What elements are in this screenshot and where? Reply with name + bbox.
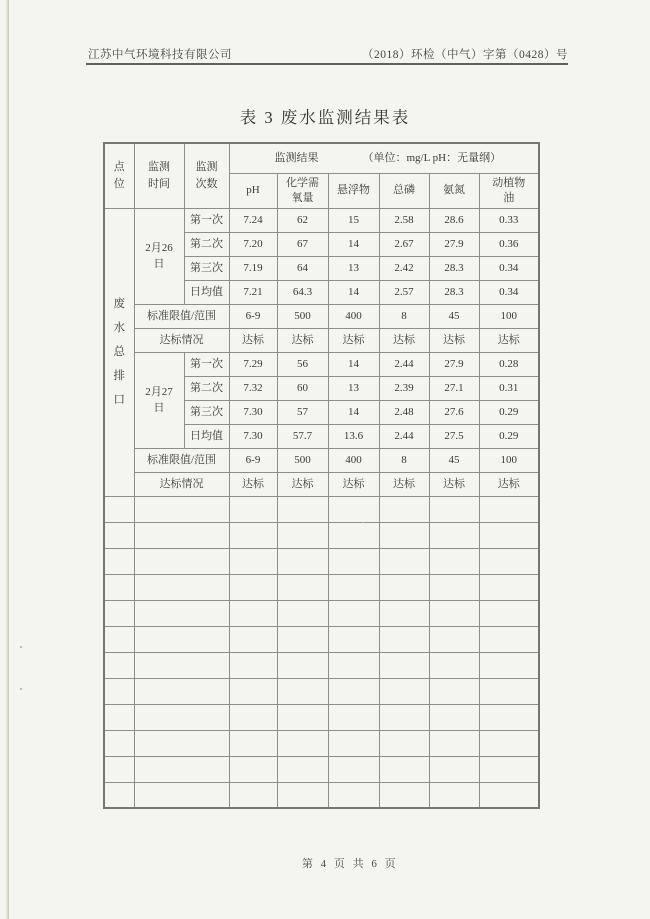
empty-cell bbox=[379, 704, 429, 730]
empty-cell bbox=[429, 548, 479, 574]
empty-row bbox=[104, 574, 539, 600]
compliance-value: 达标 bbox=[328, 472, 379, 496]
empty-cell bbox=[229, 522, 277, 548]
empty-cell bbox=[479, 600, 539, 626]
empty-cell bbox=[277, 626, 328, 652]
empty-cell bbox=[429, 496, 479, 522]
empty-cell bbox=[328, 730, 379, 756]
empty-cell bbox=[379, 626, 429, 652]
value-cell: 0.36 bbox=[479, 232, 539, 256]
header-site: 点位 bbox=[104, 143, 134, 208]
value-cell: 67 bbox=[277, 232, 328, 256]
header-results bbox=[229, 143, 539, 173]
compliance-value: 达标 bbox=[328, 328, 379, 352]
value-cell: 7.19 bbox=[229, 256, 277, 280]
value-cell: 7.29 bbox=[229, 352, 277, 376]
value-cell: 13.6 bbox=[328, 424, 379, 448]
empty-cell bbox=[104, 782, 134, 808]
compliance-row bbox=[104, 472, 539, 496]
limit-value: 100 bbox=[479, 448, 539, 472]
empty-cell bbox=[379, 782, 429, 808]
empty-row bbox=[104, 730, 539, 756]
empty-cell bbox=[104, 574, 134, 600]
empty-cell bbox=[328, 496, 379, 522]
empty-cell bbox=[134, 652, 229, 678]
empty-cell bbox=[429, 678, 479, 704]
compliance-value: 达标 bbox=[479, 328, 539, 352]
empty-cell bbox=[229, 782, 277, 808]
limit-value: 6-9 bbox=[229, 304, 277, 328]
param-header-ph: pH bbox=[229, 173, 277, 208]
param-header-nh3n: 氨氮 bbox=[429, 173, 479, 208]
param-header-cod: 化学需氧量 bbox=[277, 173, 328, 208]
empty-cell bbox=[229, 548, 277, 574]
site-label: 废水总排口 bbox=[104, 208, 134, 496]
empty-cell bbox=[379, 574, 429, 600]
empty-cell bbox=[479, 548, 539, 574]
empty-cell bbox=[429, 600, 479, 626]
empty-row bbox=[104, 496, 539, 522]
value-cell: 7.20 bbox=[229, 232, 277, 256]
wastewater-results-table bbox=[103, 142, 540, 809]
param-header-ss: 悬浮物 bbox=[328, 173, 379, 208]
param-header-tp: 总磷 bbox=[379, 173, 429, 208]
limit-value: 6-9 bbox=[229, 448, 277, 472]
results-unit-label: （单位：mg/L pH：无量纲） bbox=[362, 152, 502, 165]
value-cell: 13 bbox=[328, 376, 379, 400]
row-label: 第一次 bbox=[184, 352, 229, 376]
empty-row bbox=[104, 652, 539, 678]
value-cell: 2.58 bbox=[379, 208, 429, 232]
table-row bbox=[104, 208, 539, 232]
row-label: 日均值 bbox=[184, 280, 229, 304]
row-label: 第三次 bbox=[184, 256, 229, 280]
value-cell: 7.21 bbox=[229, 280, 277, 304]
empty-cell bbox=[429, 522, 479, 548]
limit-label: 标准限值/范围 bbox=[134, 304, 229, 328]
page-edge-shadow bbox=[6, 0, 9, 919]
empty-cell bbox=[277, 522, 328, 548]
empty-cell bbox=[328, 652, 379, 678]
value-cell: 2.44 bbox=[379, 424, 429, 448]
empty-cell bbox=[479, 574, 539, 600]
value-cell: 7.32 bbox=[229, 376, 277, 400]
empty-cell bbox=[379, 548, 429, 574]
empty-cell bbox=[104, 496, 134, 522]
page-title: 表 3 废水监测结果表 bbox=[239, 108, 411, 127]
empty-cell bbox=[479, 756, 539, 782]
empty-cell bbox=[479, 522, 539, 548]
row-label: 第二次 bbox=[184, 376, 229, 400]
scan-speckle bbox=[20, 688, 22, 690]
empty-cell bbox=[479, 678, 539, 704]
empty-cell bbox=[429, 704, 479, 730]
value-cell: 27.9 bbox=[429, 352, 479, 376]
empty-cell bbox=[229, 756, 277, 782]
value-cell: 2.42 bbox=[379, 256, 429, 280]
row-label: 第二次 bbox=[184, 232, 229, 256]
empty-cell bbox=[229, 652, 277, 678]
scan-speckle bbox=[20, 646, 22, 648]
empty-cell bbox=[277, 652, 328, 678]
empty-cell bbox=[229, 704, 277, 730]
compliance-value: 达标 bbox=[277, 328, 328, 352]
value-cell: 15 bbox=[328, 208, 379, 232]
empty-cell bbox=[328, 756, 379, 782]
page-number: 第 4 页 共 6 页 bbox=[301, 858, 399, 870]
limit-value: 45 bbox=[429, 304, 479, 328]
param-header-oil: 动植物油 bbox=[479, 173, 539, 208]
empty-cell bbox=[134, 548, 229, 574]
empty-cell bbox=[379, 652, 429, 678]
limit-label: 标准限值/范围 bbox=[134, 448, 229, 472]
empty-cell bbox=[479, 782, 539, 808]
value-cell: 0.28 bbox=[479, 352, 539, 376]
empty-cell bbox=[134, 678, 229, 704]
empty-row bbox=[104, 678, 539, 704]
empty-cell bbox=[134, 704, 229, 730]
empty-cell bbox=[229, 626, 277, 652]
value-cell: 2.67 bbox=[379, 232, 429, 256]
empty-cell bbox=[328, 704, 379, 730]
compliance-value: 达标 bbox=[229, 472, 277, 496]
header-count: 监测次数 bbox=[184, 143, 229, 208]
limit-value: 500 bbox=[277, 304, 328, 328]
row-label: 日均值 bbox=[184, 424, 229, 448]
empty-cell bbox=[429, 626, 479, 652]
empty-cell bbox=[479, 652, 539, 678]
empty-cell bbox=[379, 730, 429, 756]
empty-cell bbox=[379, 756, 429, 782]
empty-cell bbox=[229, 496, 277, 522]
empty-cell bbox=[479, 496, 539, 522]
empty-cell bbox=[134, 600, 229, 626]
empty-cell bbox=[328, 678, 379, 704]
empty-cell bbox=[277, 730, 328, 756]
row-label: 第一次 bbox=[184, 208, 229, 232]
document-header bbox=[88, 46, 568, 62]
empty-row bbox=[104, 704, 539, 730]
empty-cell bbox=[277, 600, 328, 626]
results-label: 监测结果 bbox=[274, 152, 319, 165]
value-cell: 28.6 bbox=[429, 208, 479, 232]
empty-cell bbox=[277, 704, 328, 730]
empty-cell bbox=[134, 782, 229, 808]
empty-row bbox=[104, 782, 539, 808]
empty-cell bbox=[104, 522, 134, 548]
company-name: 江苏中气环境科技有限公司 bbox=[88, 49, 232, 61]
compliance-value: 达标 bbox=[429, 328, 479, 352]
empty-cell bbox=[429, 756, 479, 782]
value-cell: 7.24 bbox=[229, 208, 277, 232]
limit-value: 100 bbox=[479, 304, 539, 328]
compliance-value: 达标 bbox=[479, 472, 539, 496]
value-cell: 2.48 bbox=[379, 400, 429, 424]
compliance-row bbox=[104, 328, 539, 352]
empty-cell bbox=[429, 652, 479, 678]
compliance-label: 达标情况 bbox=[134, 328, 229, 352]
results-table-container bbox=[103, 142, 540, 809]
value-cell: 7.30 bbox=[229, 400, 277, 424]
empty-cell bbox=[229, 730, 277, 756]
empty-cell bbox=[134, 522, 229, 548]
limit-value: 400 bbox=[328, 304, 379, 328]
empty-cell bbox=[379, 522, 429, 548]
limit-value: 8 bbox=[379, 448, 429, 472]
empty-row bbox=[104, 756, 539, 782]
empty-cell bbox=[104, 652, 134, 678]
empty-cell bbox=[104, 626, 134, 652]
header-time: 监测时间 bbox=[134, 143, 184, 208]
empty-cell bbox=[328, 600, 379, 626]
value-cell: 2.44 bbox=[379, 352, 429, 376]
empty-row bbox=[104, 600, 539, 626]
table-row bbox=[104, 352, 539, 376]
limit-value: 400 bbox=[328, 448, 379, 472]
empty-cell bbox=[429, 730, 479, 756]
table-header-row-1 bbox=[104, 143, 539, 173]
value-cell: 14 bbox=[328, 400, 379, 424]
value-cell: 14 bbox=[328, 232, 379, 256]
limit-row bbox=[104, 304, 539, 328]
value-cell: 0.33 bbox=[479, 208, 539, 232]
empty-cell bbox=[479, 704, 539, 730]
value-cell: 7.30 bbox=[229, 424, 277, 448]
date-cell-feb27: 2月27日 bbox=[134, 352, 184, 448]
empty-cell bbox=[328, 574, 379, 600]
empty-cell bbox=[429, 782, 479, 808]
value-cell: 0.29 bbox=[479, 400, 539, 424]
value-cell: 64.3 bbox=[277, 280, 328, 304]
value-cell: 57 bbox=[277, 400, 328, 424]
empty-row bbox=[104, 626, 539, 652]
empty-cell bbox=[104, 730, 134, 756]
empty-cell bbox=[104, 756, 134, 782]
limit-value: 45 bbox=[429, 448, 479, 472]
empty-cell bbox=[134, 756, 229, 782]
value-cell: 14 bbox=[328, 280, 379, 304]
limit-value: 8 bbox=[379, 304, 429, 328]
row-label: 第三次 bbox=[184, 400, 229, 424]
empty-cell bbox=[229, 678, 277, 704]
empty-cell bbox=[104, 678, 134, 704]
value-cell: 27.6 bbox=[429, 400, 479, 424]
compliance-value: 达标 bbox=[379, 328, 429, 352]
empty-cell bbox=[379, 496, 429, 522]
empty-cell bbox=[277, 574, 328, 600]
empty-cell bbox=[277, 678, 328, 704]
compliance-value: 达标 bbox=[229, 328, 277, 352]
empty-row bbox=[104, 548, 539, 574]
empty-cell bbox=[134, 626, 229, 652]
compliance-value: 达标 bbox=[277, 472, 328, 496]
empty-cell bbox=[104, 600, 134, 626]
empty-cell bbox=[429, 574, 479, 600]
empty-cell bbox=[379, 678, 429, 704]
empty-row bbox=[104, 522, 539, 548]
empty-cell bbox=[379, 600, 429, 626]
empty-cell bbox=[134, 730, 229, 756]
value-cell: 28.3 bbox=[429, 280, 479, 304]
value-cell: 0.34 bbox=[479, 280, 539, 304]
value-cell: 14 bbox=[328, 352, 379, 376]
value-cell: 57.7 bbox=[277, 424, 328, 448]
header-divider bbox=[86, 63, 568, 65]
empty-cell bbox=[328, 626, 379, 652]
empty-cell bbox=[104, 704, 134, 730]
value-cell: 27.9 bbox=[429, 232, 479, 256]
value-cell: 0.31 bbox=[479, 376, 539, 400]
value-cell: 62 bbox=[277, 208, 328, 232]
value-cell: 0.29 bbox=[479, 424, 539, 448]
value-cell: 60 bbox=[277, 376, 328, 400]
empty-cell bbox=[277, 496, 328, 522]
scan-speckle bbox=[362, 522, 364, 523]
value-cell: 2.39 bbox=[379, 376, 429, 400]
value-cell: 2.57 bbox=[379, 280, 429, 304]
value-cell: 27.5 bbox=[429, 424, 479, 448]
report-number: （2018）环检（中气）字第（0428）号 bbox=[362, 49, 568, 61]
value-cell: 27.1 bbox=[429, 376, 479, 400]
empty-cell bbox=[134, 496, 229, 522]
empty-cell bbox=[277, 756, 328, 782]
limit-row bbox=[104, 448, 539, 472]
value-cell: 64 bbox=[277, 256, 328, 280]
empty-cell bbox=[328, 782, 379, 808]
empty-cell bbox=[134, 574, 229, 600]
empty-cell bbox=[229, 600, 277, 626]
value-cell: 28.3 bbox=[429, 256, 479, 280]
empty-cell bbox=[479, 730, 539, 756]
empty-cell bbox=[328, 522, 379, 548]
empty-cell bbox=[229, 574, 277, 600]
empty-cell bbox=[277, 782, 328, 808]
value-cell: 13 bbox=[328, 256, 379, 280]
empty-cell bbox=[277, 548, 328, 574]
limit-value: 500 bbox=[277, 448, 328, 472]
empty-cell bbox=[328, 548, 379, 574]
compliance-value: 达标 bbox=[429, 472, 479, 496]
empty-cell bbox=[104, 548, 134, 574]
compliance-value: 达标 bbox=[379, 472, 429, 496]
page-footer bbox=[0, 855, 650, 871]
empty-cell bbox=[479, 626, 539, 652]
value-cell: 0.34 bbox=[479, 256, 539, 280]
value-cell: 56 bbox=[277, 352, 328, 376]
compliance-label: 达标情况 bbox=[134, 472, 229, 496]
date-cell-feb26: 2月26日 bbox=[134, 208, 184, 304]
